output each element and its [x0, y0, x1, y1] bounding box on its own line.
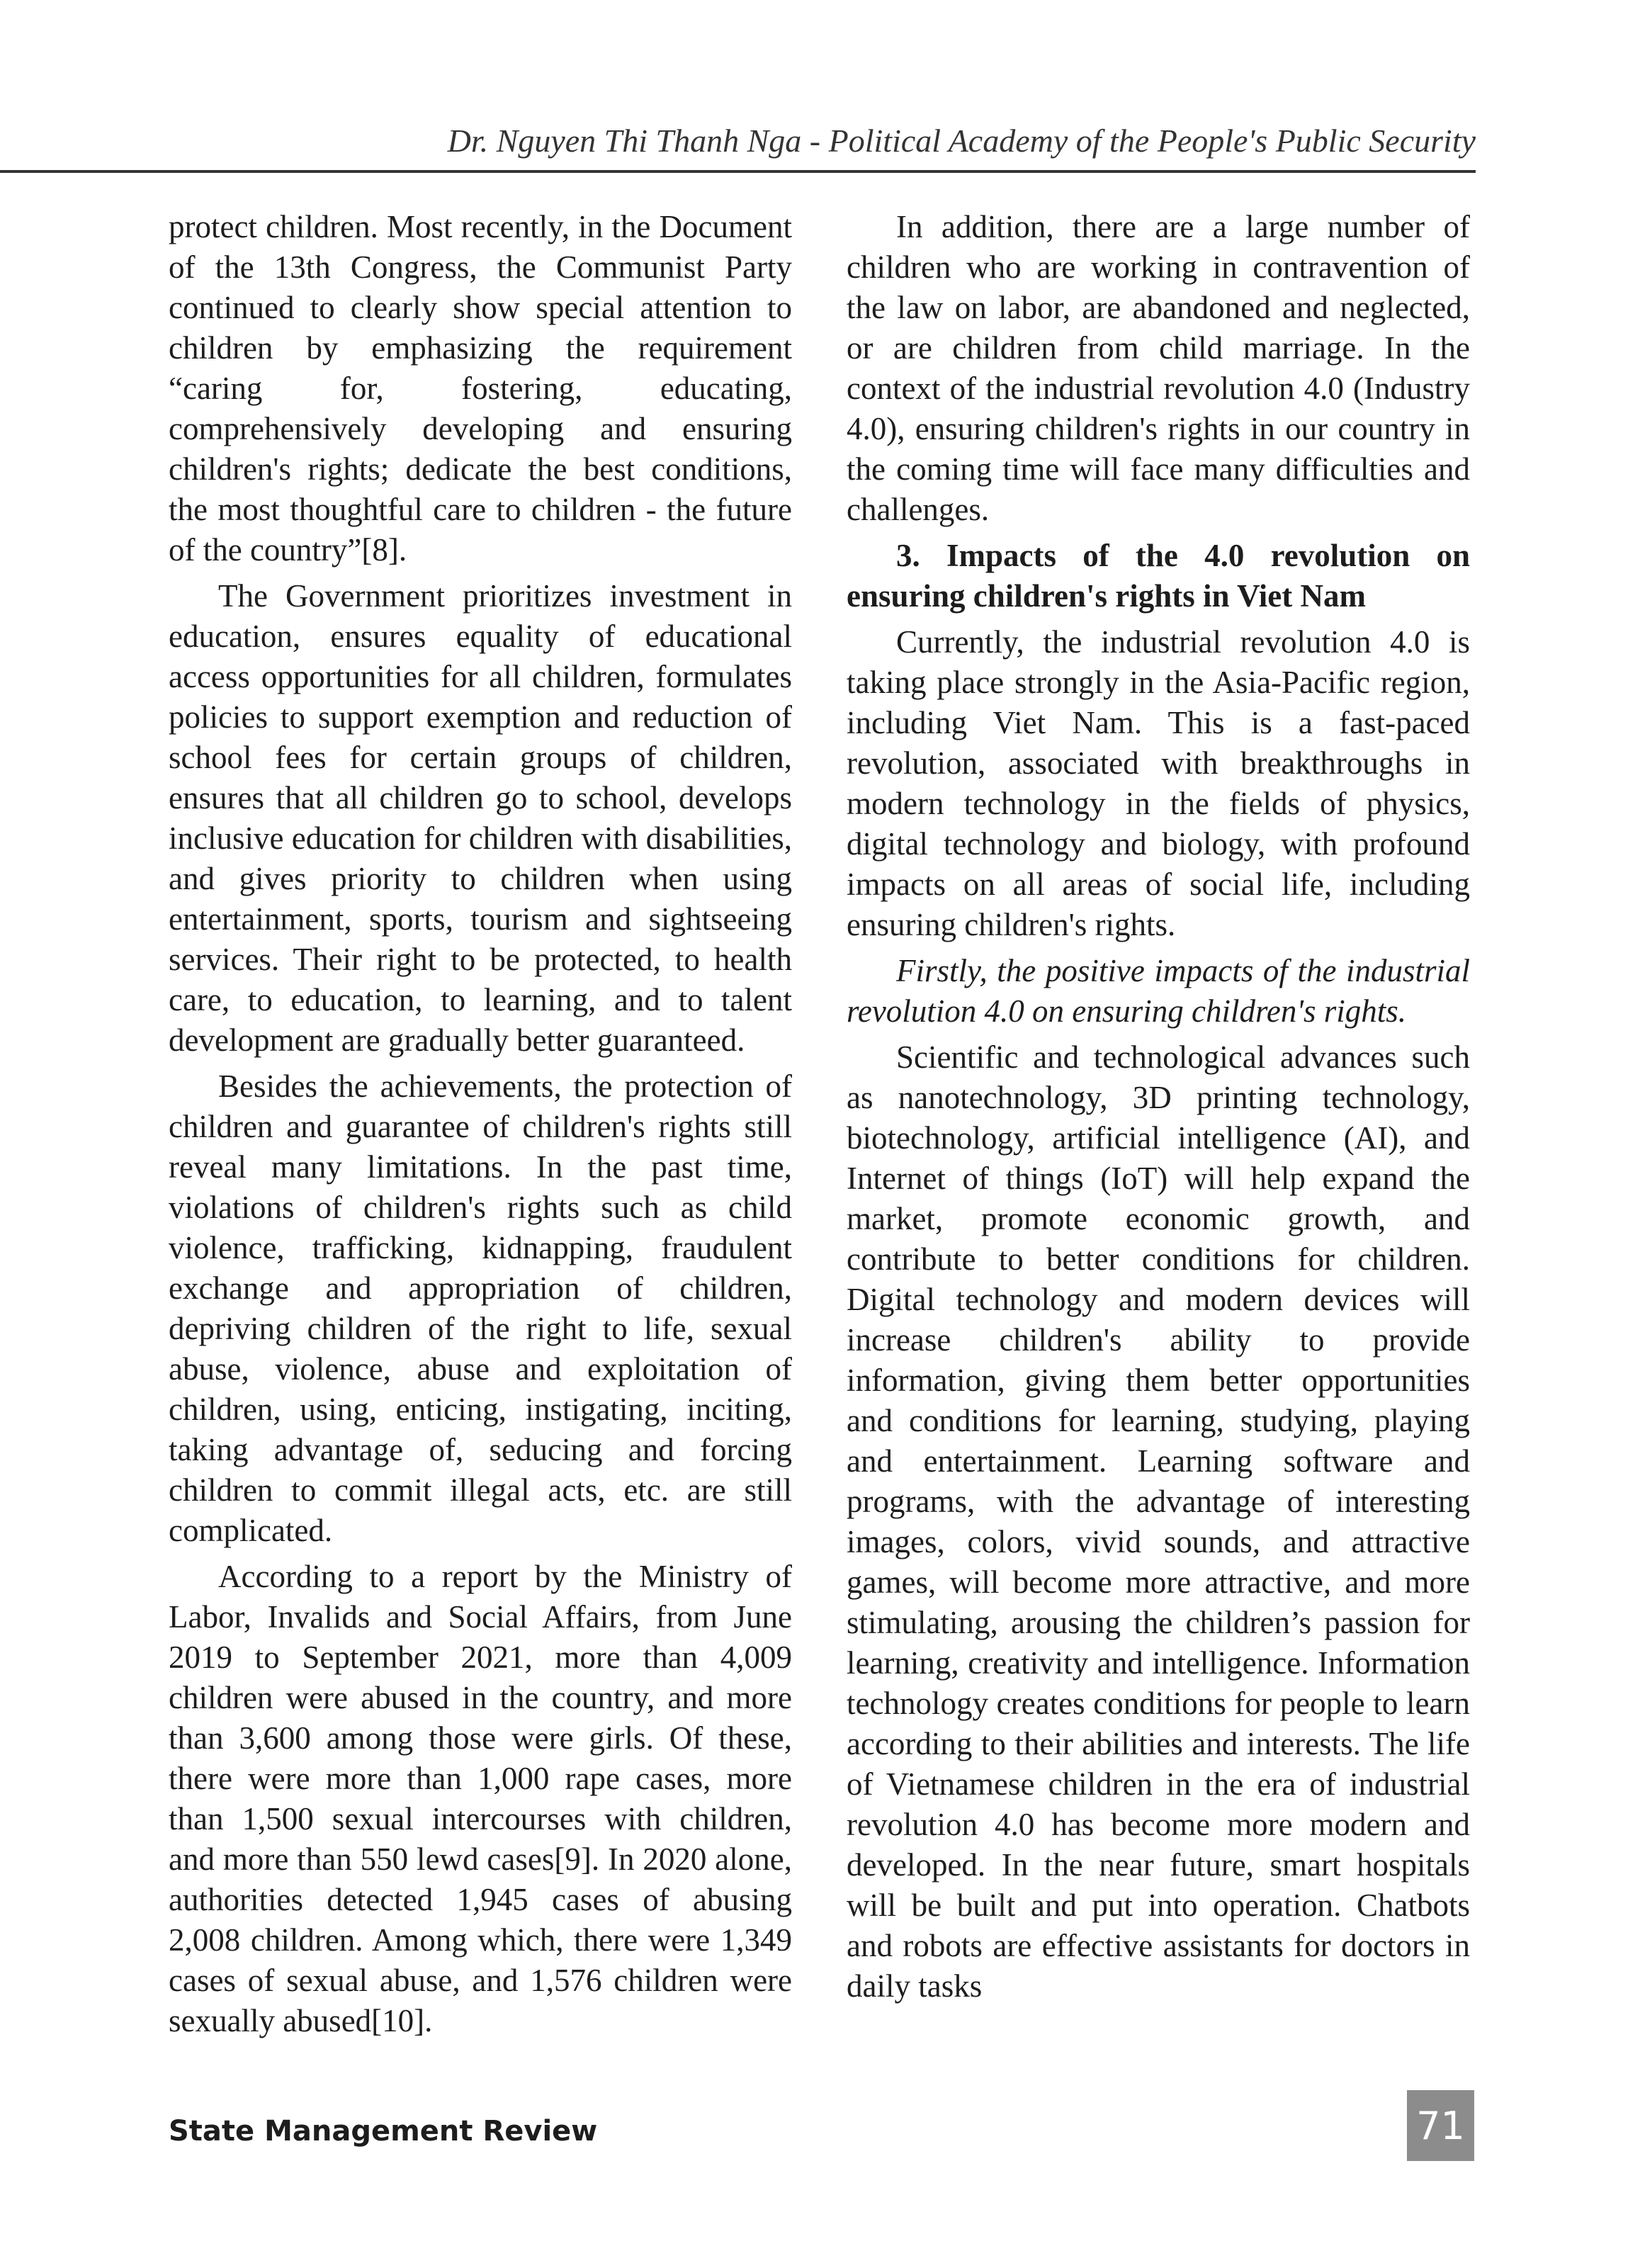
section-heading: 3. Impacts of the 4.0 revolution on ensuring children's rights in Viet Nam [847, 538, 1470, 614]
left-paragraph-1: protect children. Most recently, in the Document of the 13th Congress, the Communist Party continued to clearly show special attention to children by emphasizing the requirement “caring for, fostering, educating, comprehensively developing and ensuring children's rights; dedicate the best conditions, the most thoughtful care to children - the future of the country”[8]. [169, 209, 792, 568]
header-rule [0, 170, 1476, 173]
right-paragraph-1: In addition, there are a large number of children who are working in contravention of the law on labor, are abandoned and neglected, or are children from child marriage. In the context of the industrial revolution 4.0 (Industry 4.0), ensuring children's rights in our country in the coming time will face many difficulties and challenges. [847, 209, 1470, 527]
right-column [847, 207, 1470, 2012]
running-header-title: Dr. Nguyen Thi Thanh Nga - Political Academy of the People's Public Security [447, 123, 1476, 159]
page-number: 71 [1407, 2090, 1474, 2161]
left-paragraph-3: Besides the achievements, the protection of children and guarantee of children's rights still reveal many limitations. In the past time, violations of children's rights such as child violence, trafficking, kidnapping, fraudulent exchange and appropriation of children, depriving children of the right to life, sexual abuse, violence, abuse and exploitation of children, using, enticing, instigating, inciting, taking advantage of, seducing and forcing children to commit illegal acts, etc. are still complicated. [169, 1068, 792, 1548]
footer-journal-name: State Management Review [169, 2115, 598, 2148]
right-paragraph-2: Currently, the industrial revolution 4.0 is taking place strongly in the Asia-Pacific region, including Viet Nam. This is a fast-paced revolution, associated with breakthroughs in modern technology in the fields of physics, digital technology and biology, with profound impacts on all areas of social life, including ensuring children's rights. [847, 624, 1470, 942]
left-column [169, 207, 792, 2047]
left-paragraph-2: The Government prioritizes investment in education, ensures equality of educational access opportunities for all children, formulates policies to support exemption and reduction of school fees for certain groups of children, ensures that all children go to school, develops inclusive education for children with disabilities, and gives priority to children when using entertainment, sports, tourism and sightseeing services. Their right to be protected, to health care, to education, to learning, and to talent development are gradually better guaranteed. [169, 578, 792, 1058]
italic-subheading: Firstly, the positive impacts of the industrial revolution 4.0 on ensuring children's rights. [847, 953, 1470, 1029]
left-paragraph-4: According to a report by the Ministry of Labor, Invalids and Social Affairs, from June 2019 to September 2021, more than 4,009 children were abused in the country, and more than 3,600 among those were girls. Of these, there were more than 1,000 rape cases, more than 1,500 sexual intercourses with children, and more than 550 lewd cases[9]. In 2020 alone, authorities detected 1,945 cases of abusing 2,008 children. Among which, there were 1,349 cases of sexual abuse, and 1,576 children were sexually abused[10]. [169, 1559, 792, 2038]
right-paragraph-3: Scientific and technological advances such as nanotechnology, 3D printing technology, biotechnology, artificial intelligence (AI), and Internet of things (IoT) will help expand the market, promote economic growth, and contribute to better conditions for children. Digital technology and modern devices will increase children's ability to provide information, giving them better opportunities and conditions for learning, studying, playing and entertainment. Learning software and programs, with the advantage of interesting images, colors, vivid sounds, and attractive games, will become more attractive, and more stimulating, arousing the children’s passion for learning, creativity and intelligence. Information technology creates conditions for people to learn according to their abilities and interests. The life of Vietnamese children in the era of industrial revolution 4.0 has become more modern and developed. In the near future, smart hospitals will be built and put into operation. Chatbots and robots are effective assistants for doctors in daily tasks [847, 1039, 1470, 2004]
